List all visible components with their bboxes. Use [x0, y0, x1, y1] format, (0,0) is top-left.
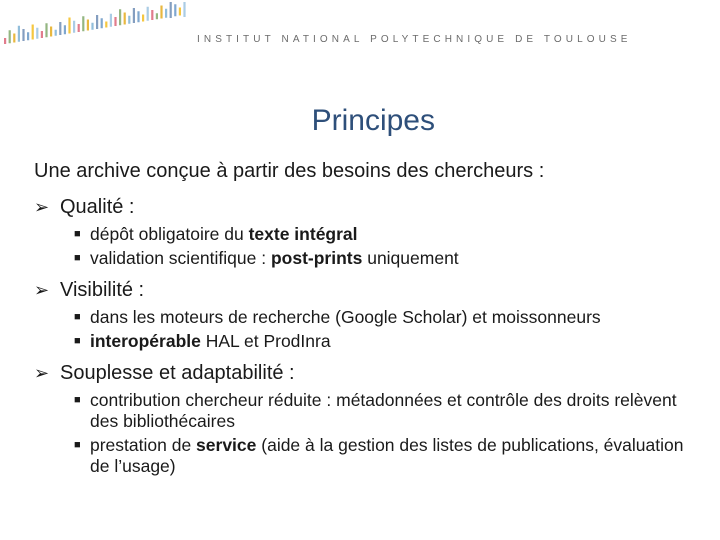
logo-bar — [41, 31, 43, 38]
logo-bar — [137, 11, 139, 22]
logo-bar — [147, 7, 149, 21]
logo-bar — [105, 22, 107, 28]
logo-bar — [82, 16, 84, 31]
logo-bar — [59, 22, 61, 35]
section-heading: Qualité : — [60, 196, 135, 218]
square-bullet-icon: ■ — [74, 335, 81, 347]
bullet-text: contribution chercheur réduite : métadonnées et contrôle des droits relèvent des bibliothécaires — [90, 390, 677, 431]
slide-title: Principes — [311, 104, 435, 138]
institution-name: INSTITUT NATIONAL POLYTECHNIQUE DE TOULOUSE — [197, 34, 632, 45]
logo-bar — [124, 13, 126, 25]
slide-body — [34, 156, 704, 485]
square-bullet-icon: ■ — [74, 394, 81, 406]
bullet-text: prestation de — [90, 435, 197, 455]
logo-bar — [128, 16, 130, 24]
list-item — [74, 390, 704, 432]
bullet-text: (aide à la gestion des listes de publications, évaluation de l’usage) — [90, 435, 684, 476]
logo-bar — [151, 10, 153, 20]
list-item — [74, 307, 704, 328]
logo-bar — [22, 29, 24, 41]
logo-bar — [160, 6, 162, 19]
logo-bar — [73, 21, 75, 33]
list-item — [74, 248, 704, 269]
bullet-emphasis: interopérable — [90, 331, 201, 351]
bullet-text: uniquement — [362, 248, 459, 268]
list-item — [74, 435, 704, 477]
bullet-text: dépôt obligatoire du — [90, 224, 249, 244]
logo-bar — [18, 26, 20, 42]
list-item — [74, 224, 704, 245]
arrow-bullet-icon: ➢ — [34, 280, 50, 300]
logo-bar — [87, 20, 89, 31]
logo-bar — [179, 8, 181, 16]
logo-bar — [45, 23, 47, 37]
logo-bar — [170, 2, 172, 18]
square-bullet-icon: ■ — [74, 439, 81, 451]
logo-bar — [55, 30, 57, 36]
logo-bar — [114, 17, 116, 26]
arrow-bullet-icon: ➢ — [34, 197, 50, 217]
bullet-emphasis: post-prints — [270, 248, 363, 268]
bullet-emphasis: texte intégral — [248, 224, 358, 244]
section-visibility — [34, 277, 704, 352]
logo-bar — [183, 2, 185, 17]
logo-bar — [133, 8, 135, 23]
logo-bar — [64, 25, 66, 34]
bullet-text: validation scientifique : — [90, 248, 271, 268]
square-bullet-icon: ■ — [74, 228, 81, 240]
logo-bar — [156, 13, 158, 19]
logo-bar — [32, 25, 34, 40]
logo-bar — [110, 14, 112, 27]
intro-text: Une archive conçue à partir des besoins des chercheurs : — [34, 160, 545, 182]
bullet-text: dans les moteurs de recherche (Google Scholar) et moissonneurs — [90, 307, 601, 327]
institution-logo-bars — [0, 0, 190, 60]
logo-bar — [4, 38, 6, 44]
arrow-bullet-icon: ➢ — [34, 363, 50, 383]
logo-bar — [101, 18, 103, 28]
logo-bar — [78, 24, 80, 32]
logo-bar — [91, 23, 93, 30]
logo-bar — [142, 15, 144, 22]
section-heading: Souplesse et adaptabilité : — [60, 362, 295, 384]
logo-bar — [50, 27, 52, 37]
logo-bar — [13, 34, 15, 43]
logo-bar — [174, 4, 176, 16]
logo-bar — [9, 30, 11, 43]
square-bullet-icon: ■ — [74, 252, 81, 264]
section-heading: Visibilité : — [60, 279, 145, 301]
logo-bar — [68, 18, 70, 34]
list-item — [74, 331, 704, 352]
bullet-text: HAL et ProdInra — [200, 331, 331, 351]
logo-bar — [36, 28, 38, 39]
logo-bar — [27, 32, 29, 40]
section-flexibility — [34, 360, 704, 477]
section-quality — [34, 194, 704, 269]
bullet-emphasis: service — [196, 435, 257, 455]
logo-bar — [119, 9, 121, 25]
square-bullet-icon: ■ — [74, 311, 81, 323]
logo-bar — [96, 15, 98, 29]
logo-bar — [165, 9, 167, 18]
